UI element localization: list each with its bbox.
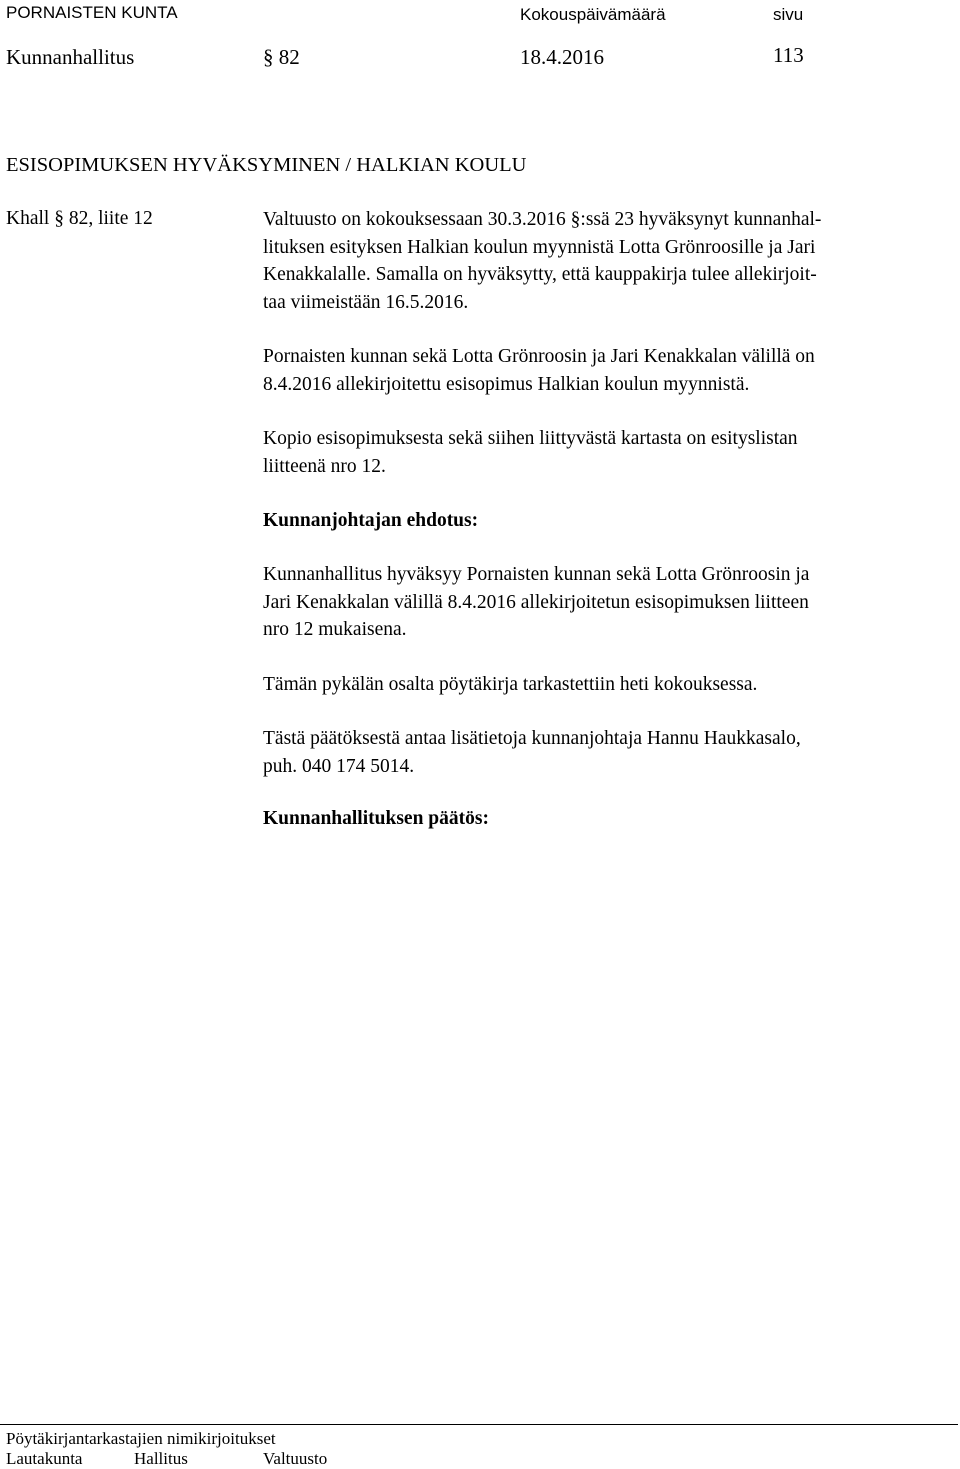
date-label: Kokouspäivämäärä <box>520 5 666 24</box>
paragraph-5 <box>263 671 757 699</box>
reference: Khall § 82, liite 12 <box>6 208 153 229</box>
text-line: taa viimeistään 16.5.2016. <box>263 291 469 313</box>
signatures-label: Pöytäkirjantarkastajien nimikirjoitukset <box>6 1429 276 1448</box>
footer-col-hallitus: Hallitus <box>134 1449 188 1468</box>
text-line: Tämän pykälän osalta pöytäkirja tarkastettiin heti kokouksessa. <box>263 674 758 695</box>
page-label: sivu <box>773 5 804 24</box>
meeting-body: Kunnanhallitus <box>6 45 135 69</box>
footer-divider <box>0 1424 958 1425</box>
text-line: Kopio esisopimuksesta sekä siihen liittyvästä kartasta on esityslistan <box>263 428 798 449</box>
paragraph-3 <box>263 425 798 480</box>
paragraph-2 <box>263 343 815 398</box>
meeting-date: 18.4.2016 <box>520 45 604 69</box>
text-line: nro 12 mukaisena. <box>263 619 407 640</box>
paragraph-1 <box>263 206 821 316</box>
heading-proposal: Kunnanjohtajan ehdotus: <box>263 510 479 531</box>
document-title: ESISOPIMUKSEN HYVÄKSYMINEN / HALKIAN KOULU <box>6 154 527 176</box>
text-line: Kunnanhallitus hyväksyy Pornaisten kunnan sekä Lotta Grönroosin ja <box>263 564 810 585</box>
text-line: Pornaisten kunnan sekä Lotta Grönroosin ja Jari Kenakkalan välillä on <box>263 346 815 367</box>
text-line: 8.4.2016 allekirjoitettu esisopimus Halkian koulun myynnistä. <box>263 373 750 395</box>
text-line: puh. 040 174 5014. <box>263 755 415 777</box>
page-number: 113 <box>773 43 804 67</box>
text-line: liitteenä nro 12. <box>263 455 386 477</box>
org-name: PORNAISTEN KUNTA <box>6 3 178 22</box>
footer-col-lautakunta: Lautakunta <box>6 1449 83 1468</box>
footer-col-valtuusto: Valtuusto <box>263 1449 328 1468</box>
text-line: lituksen esityksen Halkian koulun myynnistä Lotta Grönroosille ja Jari <box>263 236 816 258</box>
text-line: Kenakkalalle. Samalla on hyväksytty, että kauppakirja tulee allekirjoit- <box>263 264 817 285</box>
section-number: § 82 <box>263 45 300 69</box>
paragraph-4 <box>263 561 809 644</box>
paragraph-6 <box>263 725 801 780</box>
text-line: Tästä päätöksestä antaa lisätietoja kunnanjohtaja Hannu Haukkasalo, <box>263 728 801 749</box>
heading-decision: Kunnanhallituksen päätös: <box>263 808 489 829</box>
text-line: Jari Kenakkalan välillä 8.4.2016 allekirjoitetun esisopimuksen liitteen <box>263 591 809 613</box>
text-line: Valtuusto on kokouksessaan 30.3.2016 §:ssä 23 hyväksynyt kunnanhal- <box>263 209 822 230</box>
